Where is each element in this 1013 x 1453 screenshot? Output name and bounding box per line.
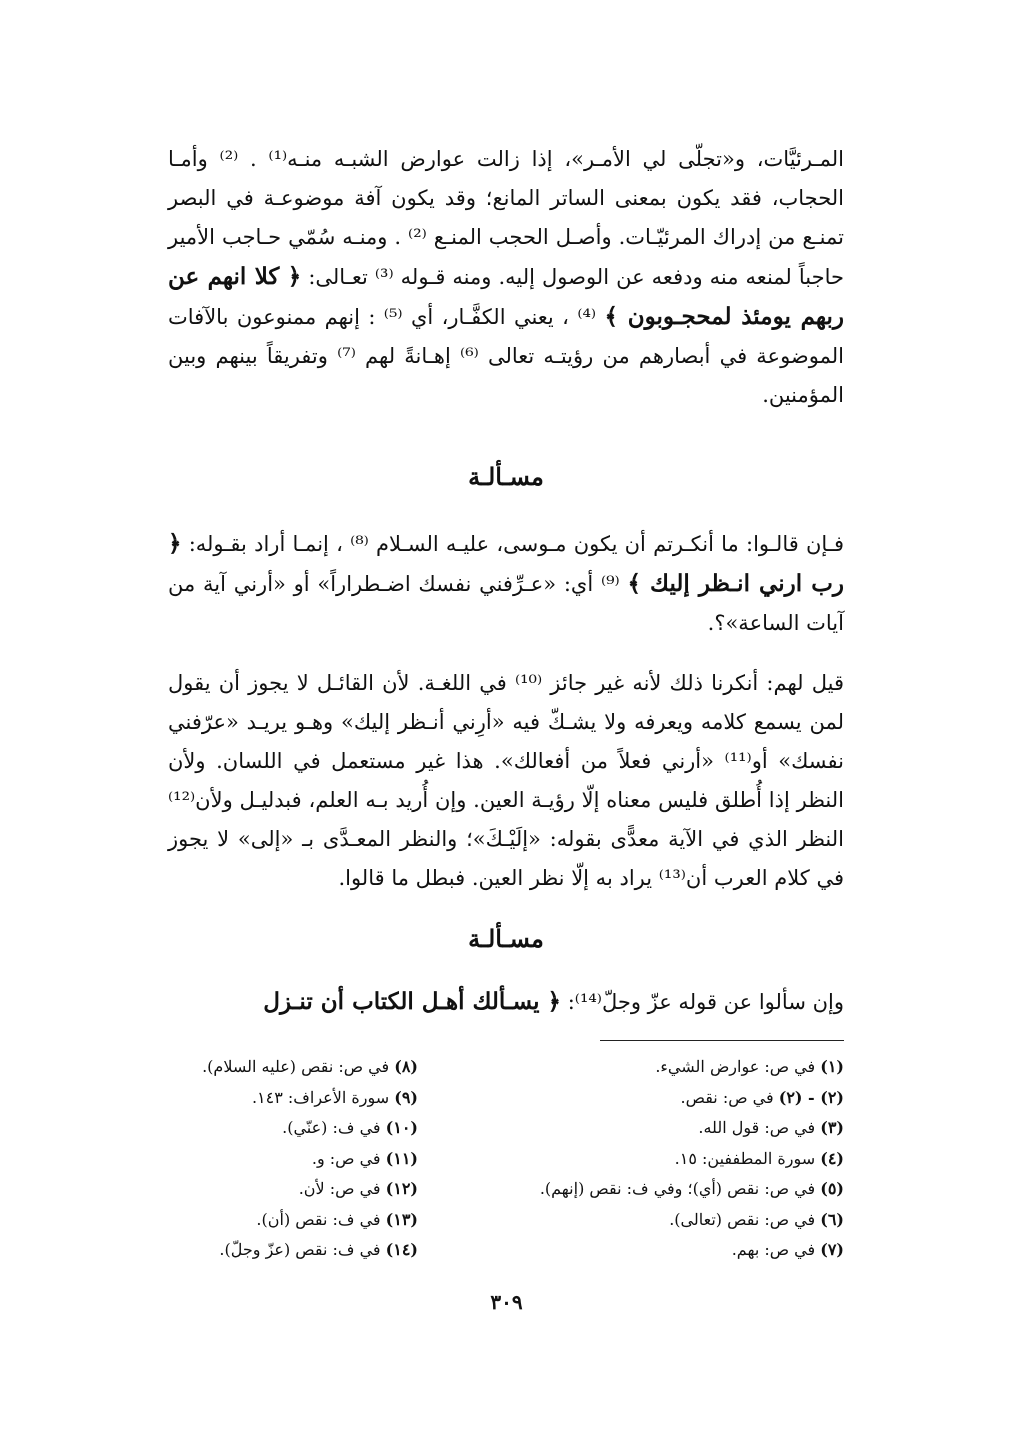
- footnote-number: (١٤): [385, 1240, 418, 1259]
- footnote: [168, 1052, 418, 1083]
- footnote-text: في ف: نقص (أن).: [256, 1209, 381, 1229]
- paragraph-2-end: ⁽⁹⁾ أي: «عـرِّفني نفسك اضـطراراً» أو «أرني آية من آيات الساعة»؟.: [168, 572, 844, 635]
- footnote: [470, 1205, 844, 1236]
- quran-verse-2: ﴿ رب ارني انـظر إليك ﴾: [168, 530, 844, 597]
- quran-verse-1: ﴿ كلا انهم عن ربهم يومئذ لمحجـوبون ﴾: [168, 263, 844, 330]
- footnote-text: في ص: و.: [311, 1148, 381, 1168]
- footnote-separator: [600, 1040, 844, 1041]
- paragraph-block-2: [168, 524, 844, 643]
- footnote-number: (٩): [394, 1087, 418, 1107]
- footnote-number: (١٠): [385, 1118, 418, 1137]
- footnote: [168, 1083, 418, 1114]
- paragraph-block-1: [168, 140, 844, 415]
- paragraph-block-3: [168, 664, 844, 898]
- footnote-text: في ص: قول الله.: [698, 1118, 816, 1137]
- footnote-number: (٥): [820, 1179, 844, 1198]
- paragraph-1: [168, 140, 844, 415]
- footnote: [470, 1235, 844, 1266]
- footnote-number: (٨): [394, 1057, 418, 1076]
- footnotes-right-column: [470, 1052, 844, 1266]
- footnote: [470, 1144, 844, 1175]
- footnote-number: (٦): [820, 1209, 844, 1229]
- footnote-text: سورة الأعراف: ١٤٣.: [251, 1087, 390, 1107]
- footnote: [470, 1174, 844, 1205]
- footnote-text: في ص: بهم.: [731, 1240, 816, 1259]
- footnote-text: في ف: (عنّي).: [282, 1118, 381, 1137]
- footnote: [168, 1174, 418, 1205]
- footnote-text: سورة المطففين: ١٥.: [674, 1148, 816, 1168]
- paragraph-1-text: المـرئيَّات، و«تجلّى لي الأمـر»، إذا زالت عوارض الشبـه منـه⁽¹⁾ . ⁽²⁾ وأمـا الحجاب، فقد يكون بمعنى الساتر المانع؛ وقد يكون آفة موضوعـة في البصر تمنـع من إدراك المرئيّـات. وأصـل الحجب المنـع ⁽²⁾ . ومنـه سُمّي حـاجب الأمير حاجباً لمنعه منه ودفعه عن الوصول إليه. ومنه قـوله ⁽³⁾ تعـالى:: [168, 147, 845, 289]
- footnote-text: في ص: لأن.: [298, 1179, 381, 1198]
- paragraph-2-start: فـإن قالـوا: ما أنكـرتم أن يكون مـوسى، عليـه السـلام ⁽⁸⁾ ، إنمـا أراد بقـوله:: [188, 532, 844, 556]
- footnotes-left-column: [168, 1052, 418, 1266]
- footnote-number: (١١): [385, 1148, 418, 1168]
- footnote-number: (٤): [820, 1148, 844, 1168]
- footnote-number: (٢) - (٢): [778, 1087, 844, 1107]
- quran-verse-3: ﴿ يسـألك أهـل الكتاب أن تنـزل: [263, 988, 562, 1015]
- footnote-number: (١٣): [385, 1209, 418, 1229]
- footnote-text: في ص: نقص (تعالى).: [669, 1209, 816, 1229]
- footnote-number: (١): [820, 1057, 844, 1076]
- footnote-text: في ص: عوارض الشيء.: [655, 1057, 816, 1076]
- footnote-number: (٣): [820, 1118, 844, 1137]
- paragraph-4-start: وإن سألوا عن قوله عزّ وجلّ⁽¹⁴⁾:: [567, 990, 844, 1014]
- footnote: [168, 1113, 418, 1144]
- paragraph-2: [168, 524, 844, 643]
- page-number: ٣٠٩: [490, 1290, 523, 1314]
- section-heading-1: مسـألـة: [468, 462, 544, 491]
- footnote: [470, 1113, 844, 1144]
- footnote-text: في ف: نقص (عزّ وجلّ).: [219, 1240, 381, 1259]
- footnote: [470, 1052, 844, 1083]
- footnote-text: في ص: نقص (أي)؛ وفي ف: نقص (إنهم).: [539, 1179, 816, 1198]
- footnote: [168, 1235, 418, 1266]
- section-heading-2: مسـألـة: [468, 924, 544, 953]
- footnote: [470, 1083, 844, 1114]
- footnote-number: (١٢): [385, 1179, 418, 1198]
- paragraph-3: قيل لهم: أنكرنا ذلك لأنه غير جائز ⁽¹⁰⁾ في اللغـة. لأن القائـل لا يجوز أن يقول لمن يسمع كلامه ويعرفه ولا يشـكّ فيه «أرِني أنـظر إليك» وهـو يريـد «عرّفني نفسك» أو⁽¹¹⁾ «أرني فعلاً من أفعالك». هذا غير مستعمل في اللسان. ولأن النظر إذا أُطلق فليس معناه إلّا رؤيـة العين. وإن أُريد بـه العلم، فبدليـل ولأن⁽¹²⁾ النظر الذي في الآية معدًّى بقوله: «إلَيْـكَ»؛ والنظر المعـدَّى بـ «إلى» لا يجوز في كلام العرب أن⁽¹³⁾ يراد به إلّا نظر العين. فبطل ما قالوا.: [168, 671, 844, 890]
- footnote: [168, 1144, 418, 1175]
- footnote-text: في ص: نقص.: [680, 1087, 774, 1107]
- paragraph-4: [168, 982, 844, 1022]
- footnote-text: في ص: نقص (عليه السلام).: [202, 1057, 390, 1076]
- paragraph-1-end: ⁽⁴⁾ ، يعني الكفَّـار، أي ⁽⁵⁾ : إنهم ممنوعون بالآفات الموضوعة في أبصارهم من رؤيتـه تعالى ⁽⁶⁾ إهـانةً لهم ⁽⁷⁾ وتفريقاً بينهم وبين المؤمنين.: [168, 305, 844, 407]
- footnote-number: (٧): [820, 1240, 844, 1259]
- footnote: [168, 1205, 418, 1236]
